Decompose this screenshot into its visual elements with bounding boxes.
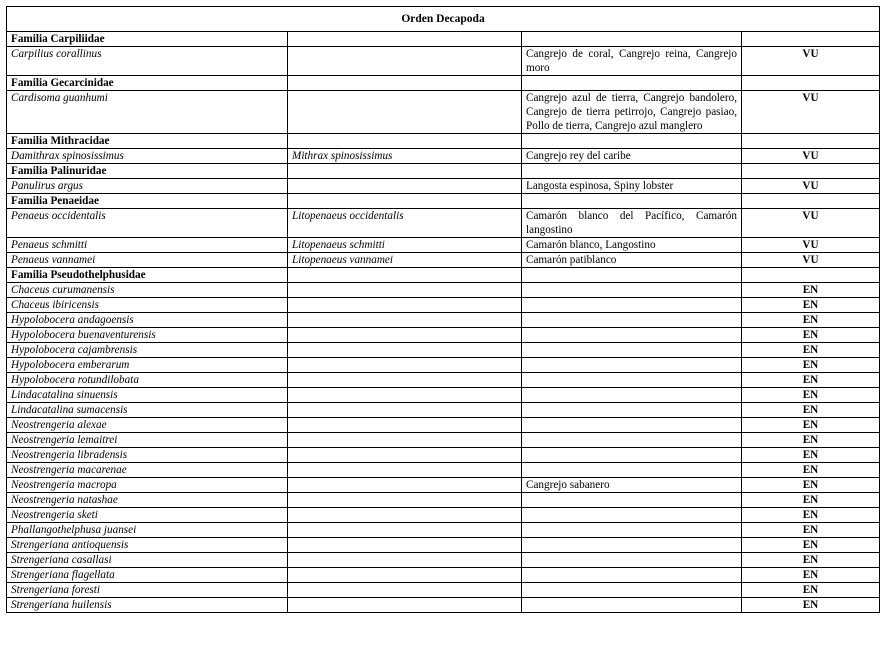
common-name: Cangrejo de coral, Cangrejo reina, Cangrejo moro [522,47,742,76]
family-row [7,268,880,283]
synonym [288,478,522,493]
synonym [288,448,522,463]
category-code: EN [742,508,880,523]
species-name: Strengeriana huilensis [7,598,288,613]
category-code: VU [742,209,880,238]
species-row [7,508,880,523]
category-code: VU [742,238,880,253]
species-name: Hypolobocera cajambrensis [7,343,288,358]
species-name: Damithrax spinosissimus [7,149,288,164]
category-code: EN [742,298,880,313]
synonym [288,403,522,418]
common-name: Cangrejo azul de tierra, Cangrejo bandolero, Cangrejo de tierra petirrojo, Cangrejo pasiao, Pollo de tierra, Cangrejo azul manglero [522,91,742,134]
synonym [288,47,522,76]
synonym [288,313,522,328]
empty-cell [742,268,880,283]
common-name [522,523,742,538]
title-row [7,7,880,32]
species-row [7,463,880,478]
synonym: Litopenaeus occidentalis [288,209,522,238]
empty-cell [742,164,880,179]
species-row [7,328,880,343]
common-name [522,358,742,373]
synonym [288,388,522,403]
species-row [7,403,880,418]
common-name [522,298,742,313]
empty-cell [288,194,522,209]
empty-cell [522,32,742,47]
species-row [7,91,880,134]
category-code: EN [742,493,880,508]
category-code: EN [742,598,880,613]
common-name [522,373,742,388]
category-code: EN [742,583,880,598]
decapoda-table [6,6,880,613]
empty-cell [742,32,880,47]
common-name: Camarón blanco, Langostino [522,238,742,253]
synonym [288,283,522,298]
category-code: EN [742,373,880,388]
species-row [7,283,880,298]
species-name: Hypolobocera rotundilobata [7,373,288,388]
empty-cell [288,268,522,283]
species-name: Hypolobocera emberarum [7,358,288,373]
synonym [288,598,522,613]
common-name [522,448,742,463]
category-code: EN [742,388,880,403]
common-name [522,538,742,553]
category-code: EN [742,553,880,568]
species-row [7,388,880,403]
family-name: Familia Carpiliidae [7,32,288,47]
synonym [288,179,522,194]
category-code: EN [742,343,880,358]
species-row [7,583,880,598]
category-code: EN [742,523,880,538]
species-name: Lindacatalina sumacensis [7,403,288,418]
family-name: Familia Gecarcinidae [7,76,288,91]
common-name [522,343,742,358]
family-row [7,164,880,179]
synonym: Litopenaeus vannamei [288,253,522,268]
empty-cell [522,76,742,91]
synonym [288,568,522,583]
common-name [522,418,742,433]
species-row [7,313,880,328]
synonym [288,91,522,134]
species-row [7,523,880,538]
species-name: Carpilius corallinus [7,47,288,76]
species-row [7,373,880,388]
category-code: EN [742,283,880,298]
common-name [522,568,742,583]
species-row [7,598,880,613]
common-name [522,508,742,523]
synonym [288,418,522,433]
species-name: Strengeriana casallasi [7,553,288,568]
species-name: Chaceus curumanensis [7,283,288,298]
species-name: Neostrengeria lemaitrei [7,433,288,448]
common-name [522,583,742,598]
synonym: Litopenaeus schmitti [288,238,522,253]
common-name [522,463,742,478]
empty-cell [522,268,742,283]
species-row [7,553,880,568]
empty-cell [288,164,522,179]
empty-cell [288,32,522,47]
common-name [522,433,742,448]
species-name: Phallangothelphusa juansei [7,523,288,538]
category-code: VU [742,91,880,134]
synonym [288,358,522,373]
empty-cell [522,164,742,179]
species-name: Neostrengeria sketi [7,508,288,523]
synonym [288,463,522,478]
species-row [7,47,880,76]
common-name [522,313,742,328]
synonym [288,328,522,343]
category-code: EN [742,313,880,328]
species-name: Strengeriana foresti [7,583,288,598]
synonym [288,433,522,448]
species-row [7,493,880,508]
species-row [7,209,880,238]
family-row [7,134,880,149]
category-code: EN [742,478,880,493]
family-name: Familia Palinuridae [7,164,288,179]
synonym [288,583,522,598]
category-code: VU [742,179,880,194]
species-name: Neostrengeria natashae [7,493,288,508]
species-row [7,478,880,493]
category-code: VU [742,253,880,268]
synonym [288,373,522,388]
common-name: Cangrejo sabanero [522,478,742,493]
category-code: VU [742,149,880,164]
species-row [7,418,880,433]
synonym [288,493,522,508]
species-row [7,448,880,463]
empty-cell [742,134,880,149]
empty-cell [522,134,742,149]
empty-cell [742,194,880,209]
species-row [7,298,880,313]
category-code: VU [742,47,880,76]
category-code: EN [742,568,880,583]
species-name: Hypolobocera andagoensis [7,313,288,328]
category-code: EN [742,433,880,448]
category-code: EN [742,418,880,433]
common-name: Cangrejo rey del caribe [522,149,742,164]
family-name: Familia Mithracidae [7,134,288,149]
empty-cell [288,76,522,91]
synonym [288,553,522,568]
common-name [522,598,742,613]
synonym [288,538,522,553]
common-name [522,388,742,403]
species-name: Penaeus schmitti [7,238,288,253]
category-code: EN [742,328,880,343]
species-name: Strengeriana antioquensis [7,538,288,553]
empty-cell [288,134,522,149]
category-code: EN [742,358,880,373]
species-name: Chaceus ibiricensis [7,298,288,313]
species-name: Strengeriana flagellata [7,568,288,583]
species-name: Neostrengeria macarenae [7,463,288,478]
species-name: Penaeus occidentalis [7,209,288,238]
synonym [288,508,522,523]
empty-cell [522,194,742,209]
species-row [7,179,880,194]
species-name: Neostrengeria macropa [7,478,288,493]
species-row [7,433,880,448]
empty-cell [742,76,880,91]
category-code: EN [742,403,880,418]
family-row [7,32,880,47]
family-row [7,194,880,209]
common-name [522,553,742,568]
common-name: Camarón blanco del Pacífico, Camarón langostino [522,209,742,238]
common-name: Camarón patiblanco [522,253,742,268]
species-name: Hypolobocera buenaventurensis [7,328,288,343]
category-code: EN [742,448,880,463]
common-name [522,283,742,298]
synonym: Mithrax spinosissimus [288,149,522,164]
species-row [7,568,880,583]
family-name: Familia Pseudothelphusidae [7,268,288,283]
species-row [7,149,880,164]
category-code: EN [742,463,880,478]
species-row [7,343,880,358]
common-name [522,403,742,418]
family-row [7,76,880,91]
common-name [522,328,742,343]
table-title: Orden Decapoda [7,7,880,32]
synonym [288,343,522,358]
synonym [288,298,522,313]
category-code: EN [742,538,880,553]
species-name: Cardisoma guanhumi [7,91,288,134]
species-name: Lindacatalina sinuensis [7,388,288,403]
family-name: Familia Penaeidae [7,194,288,209]
common-name: Langosta espinosa, Spiny lobster [522,179,742,194]
common-name [522,493,742,508]
synonym [288,523,522,538]
species-name: Panulirus argus [7,179,288,194]
species-name: Penaeus vannamei [7,253,288,268]
species-row [7,538,880,553]
species-name: Neostrengeria libradensis [7,448,288,463]
species-name: Neostrengeria alexae [7,418,288,433]
species-row [7,253,880,268]
species-row [7,238,880,253]
species-row [7,358,880,373]
